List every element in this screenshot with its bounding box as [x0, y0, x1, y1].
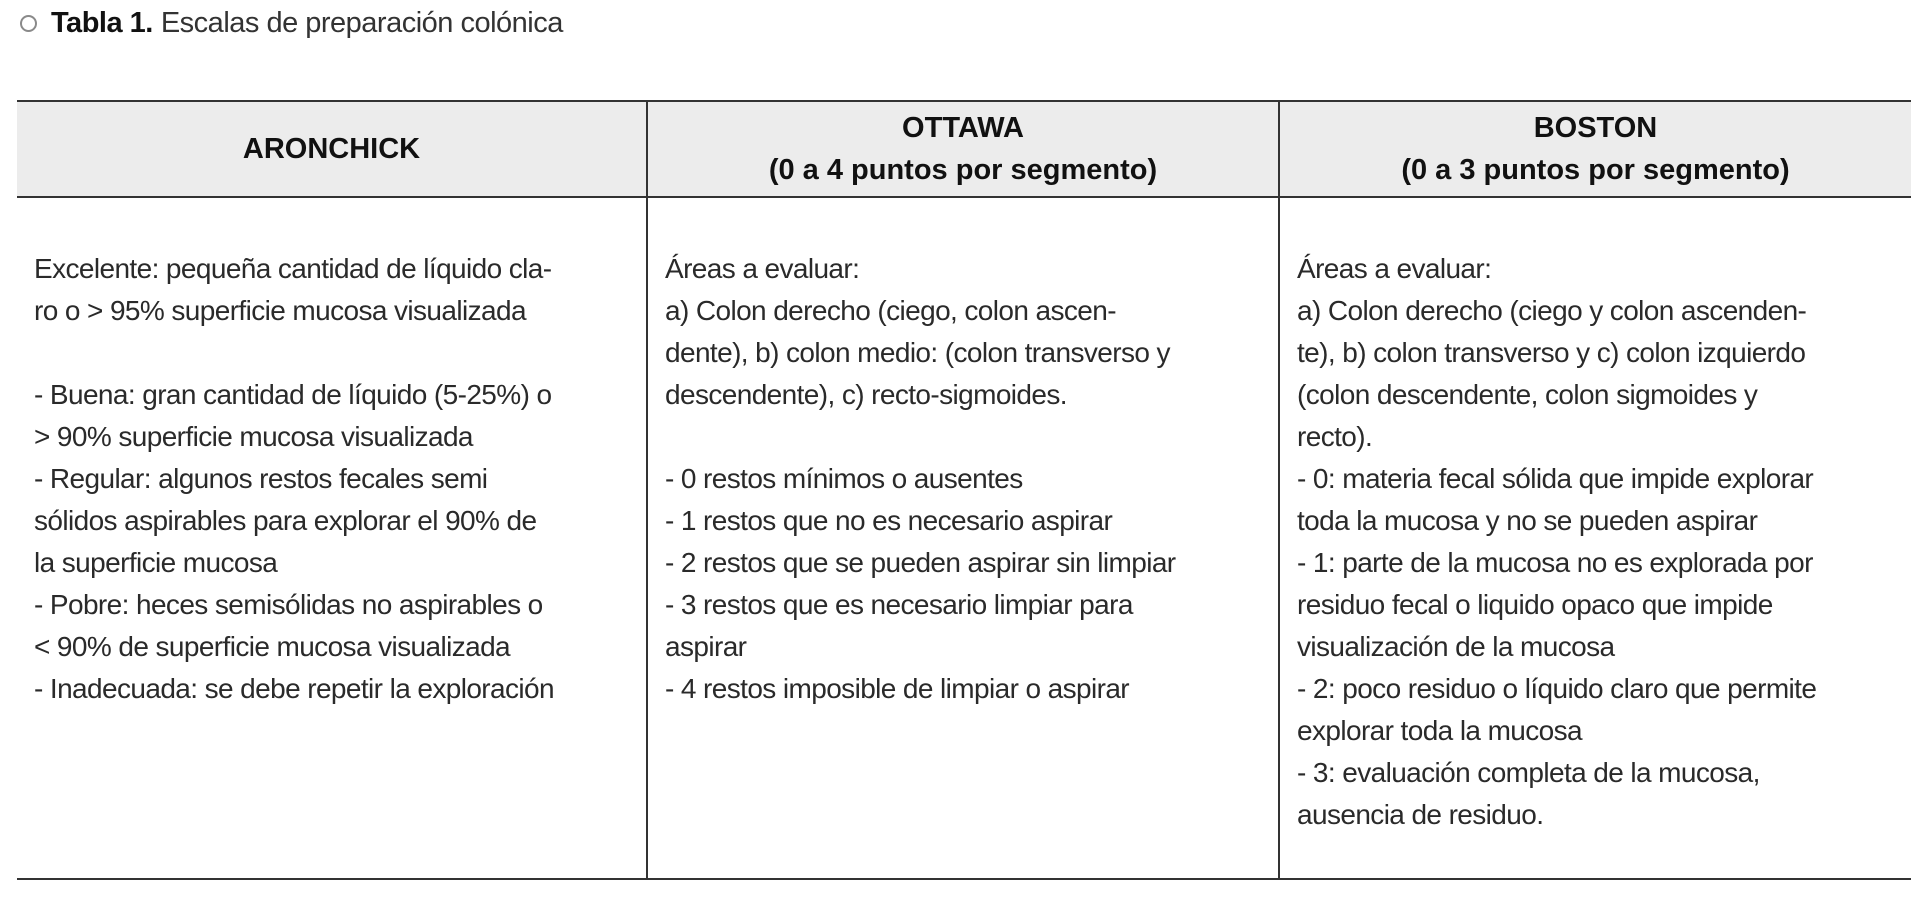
- table-caption: [20, 4, 563, 42]
- cell-text-line: - 1 restos que no es necesario aspirar: [665, 505, 1113, 536]
- cell-ottawa: [647, 197, 1279, 879]
- header-line: BOSTON: [1533, 112, 1658, 144]
- cell-text-line: visualización de la mucosa: [1297, 631, 1615, 662]
- cell-text-line: - 2 restos que se pueden aspirar sin limpiar: [665, 547, 1176, 578]
- circle-bullet-icon: [20, 15, 37, 32]
- cell-text-line: aspirar: [665, 631, 747, 662]
- cell-text-line: la superficie mucosa: [34, 547, 278, 578]
- header-aronchick: [17, 101, 647, 197]
- header-line: (0 a 3 puntos por segmento): [1401, 154, 1790, 186]
- caption-label: Tabla 1.: [51, 6, 153, 39]
- cell-text-line: a) Colon derecho (ciego, colon ascen-: [665, 295, 1116, 326]
- cell-text-line: - 0 restos mínimos o ausentes: [665, 463, 1023, 494]
- cell-text-line: Áreas a evaluar:: [1297, 253, 1492, 284]
- cell-text-line: - 4 restos imposible de limpiar o aspirar: [665, 673, 1130, 704]
- caption-title: Escalas de preparación colónica: [160, 6, 563, 39]
- table-body-row: [17, 197, 1911, 879]
- cell-text-line: - 0: materia fecal sólida que impide explorar: [1297, 463, 1814, 494]
- cell-text-line: - Regular: algunos restos fecales semi: [34, 463, 488, 494]
- cell-text-line: residuo fecal o liquido opaco que impide: [1297, 589, 1773, 620]
- cell-text-line: - 1: parte de la mucosa no es explorada por: [1297, 547, 1813, 578]
- cell-text-line: sólidos aspirables para explorar el 90% de: [34, 505, 537, 536]
- cell-text-line: dente), b) colon medio: (colon transverso y: [665, 337, 1170, 368]
- header-ottawa: [647, 101, 1279, 197]
- cell-text-line: explorar toda la mucosa: [1297, 715, 1583, 746]
- cell-text-line: - Pobre: heces semisólidas no aspirables o: [34, 589, 543, 620]
- cell-aronchick: [17, 197, 647, 879]
- header-line: ARONCHICK: [242, 133, 421, 165]
- cell-text-line: toda la mucosa y no se pueden aspirar: [1297, 505, 1758, 536]
- table-header-row: [17, 101, 1911, 197]
- cell-text-line: < 90% de superficie mucosa visualizada: [34, 631, 511, 662]
- cell-text-line: recto).: [1297, 421, 1373, 452]
- bowel-prep-scales-table: [17, 100, 1911, 880]
- cell-text-line: te), b) colon transverso y c) colon izquierdo: [1297, 337, 1806, 368]
- header-line: OTTAWA: [902, 112, 1024, 144]
- cell-boston: [1279, 197, 1911, 879]
- cell-text-line: > 90% superficie mucosa visualizada: [34, 421, 473, 452]
- cell-text-line: - Inadecuada: se debe repetir la exploración: [34, 673, 554, 704]
- header-boston: [1279, 101, 1911, 197]
- cell-text-line: (colon descendente, colon sigmoides y: [1297, 379, 1758, 410]
- paragraph-gap: [34, 332, 632, 374]
- cell-text-line: - Buena: gran cantidad de líquido (5-25%) o: [34, 379, 552, 410]
- cell-text-line: ausencia de residuo.: [1297, 799, 1544, 830]
- header-line: (0 a 4 puntos por segmento): [768, 154, 1158, 186]
- cell-text-line: - 3 restos que es necesario limpiar para: [665, 589, 1133, 620]
- paragraph-gap: [665, 416, 1264, 458]
- cell-text-line: descendente), c) recto-sigmoides.: [665, 379, 1067, 410]
- cell-text-line: ro o > 95% superficie mucosa visualizada: [34, 295, 526, 326]
- cell-text-line: Áreas a evaluar:: [665, 253, 860, 284]
- cell-text-line: a) Colon derecho (ciego y colon ascenden-: [1297, 295, 1807, 326]
- cell-text-line: Excelente: pequeña cantidad de líquido cla-: [34, 253, 552, 284]
- cell-text-line: - 2: poco residuo o líquido claro que permite: [1297, 673, 1817, 704]
- cell-text-line: - 3: evaluación completa de la mucosa,: [1297, 757, 1760, 788]
